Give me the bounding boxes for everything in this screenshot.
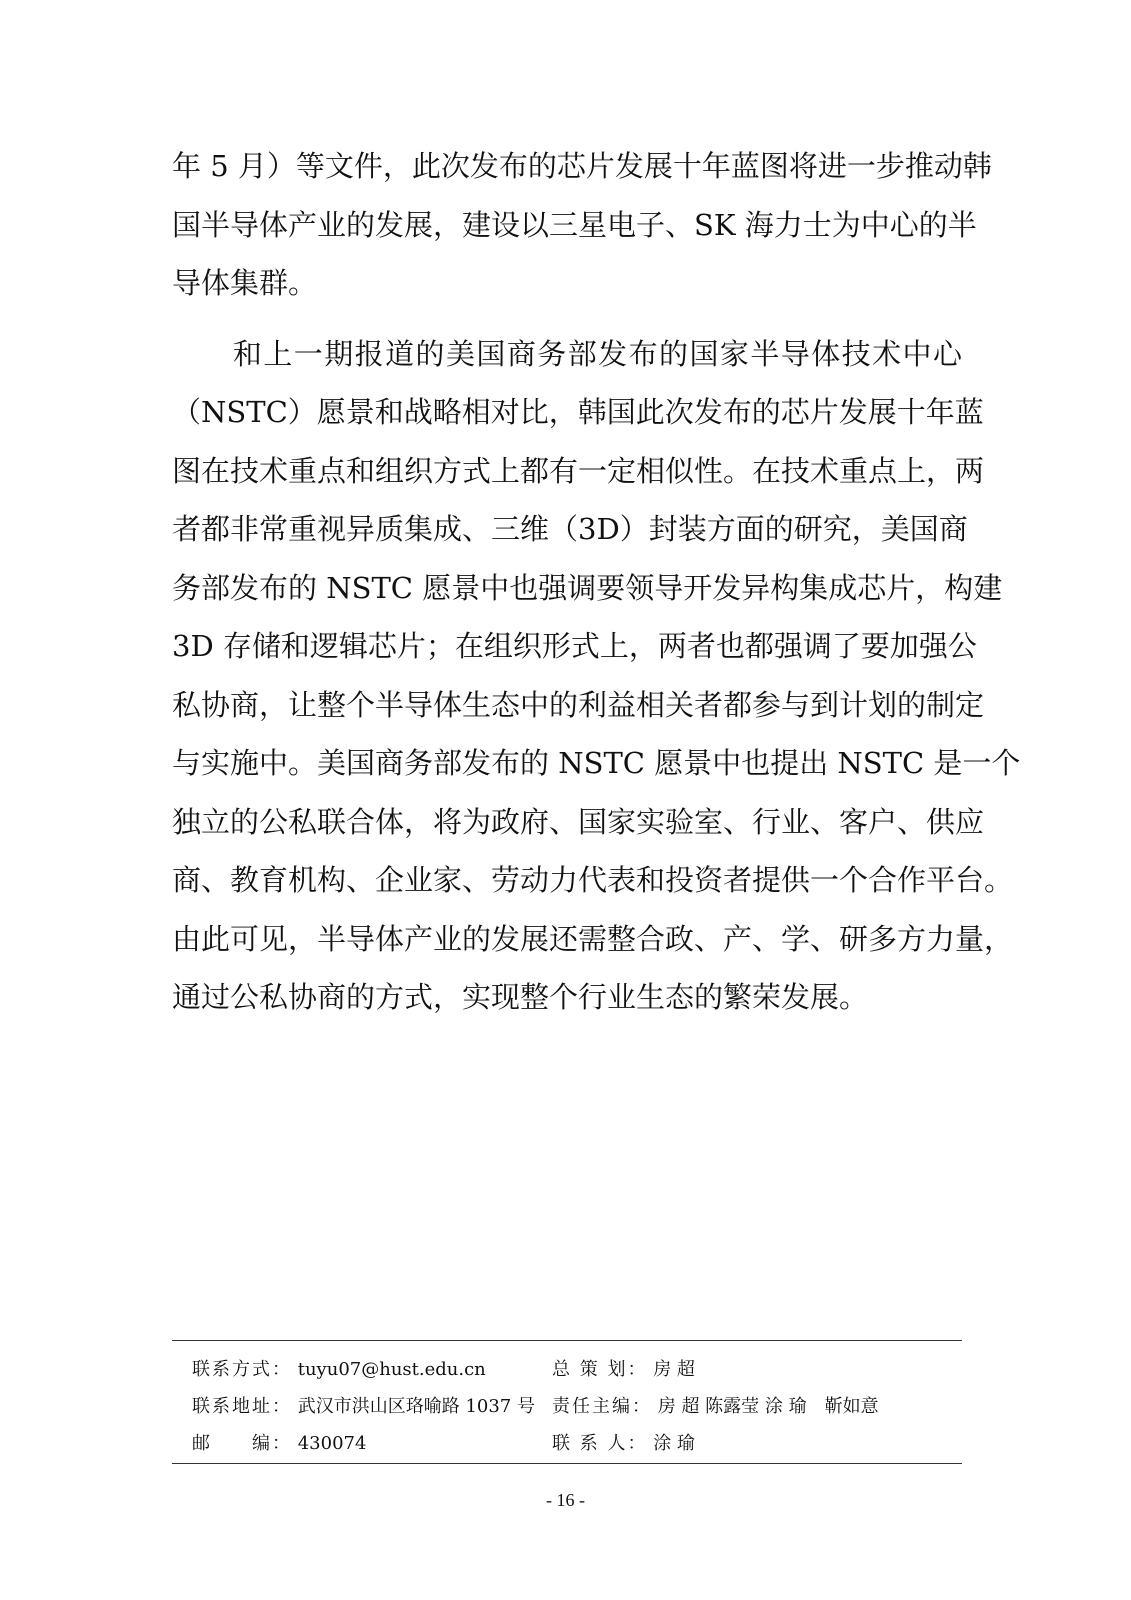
planner-label: 总 策 划： — [552, 1359, 648, 1380]
text-line: 独立的公私联合体，将为政府、国家实验室、行业、客户、供应 — [172, 804, 985, 839]
text-line: 商、教育机构、企业家、劳动力代表和投资者提供一个合作平台。 — [172, 863, 1014, 897]
editor-value: 房 超 陈露莹 涂 瑜 靳如意 — [657, 1396, 879, 1417]
contact-row — [192, 1357, 486, 1383]
address-value: 武汉市洪山区珞喻路 1037 号 — [297, 1396, 535, 1417]
liaison-value: 涂 瑜 — [653, 1433, 695, 1454]
text-line: 私协商，让整个半导体生态中的利益相关者都参与到计划的制定 — [172, 687, 985, 722]
postcode-value: 430074 — [297, 1433, 367, 1454]
text-line: 与实施中。美国商务部发布的 NSTC 愿景中也提出 NSTC 是一个 — [172, 746, 1021, 780]
text-line: 务部发布的 NSTC 愿景中也强调要领导开发异构集成芯片，构建 — [172, 570, 1003, 605]
text-line: 和上一期报道的美国商务部发布的国家半导体技术中心 — [172, 336, 962, 371]
planner-value: 房 超 — [653, 1359, 695, 1380]
text-line: （NSTC）愿景和战略相对比，韩国此次发布的芯片发展十年蓝 — [172, 395, 984, 429]
page-number: - 16 - — [546, 1490, 585, 1510]
postcode-row — [192, 1431, 366, 1457]
text-line: 国半导体产业的发展，建设以三星电子、SK 海力士为中心的半 — [172, 207, 977, 242]
planner-row — [552, 1357, 695, 1383]
body-text — [172, 137, 1021, 1027]
text-line: 3D 存储和逻辑芯片；在组织形式上，两者也都强调了要加强公 — [172, 629, 977, 663]
text-line: 年 5 月）等文件，此次发布的芯片发展十年蓝图将进一步推动韩 — [172, 149, 992, 183]
editor-label: 责任主编： — [552, 1396, 652, 1417]
liaison-row — [552, 1431, 695, 1457]
liaison-label: 联 系 人： — [552, 1433, 648, 1454]
contact-label: 联系方式： — [192, 1359, 292, 1380]
editor-row — [552, 1394, 879, 1420]
contact-email: tuyu07@hust.edu.cn — [297, 1359, 486, 1380]
contact-footer — [172, 1340, 962, 1464]
paragraph-gap — [172, 313, 962, 325]
text-line: 图在技术重点和组织方式上都有一定相似性。在技术重点上，两 — [172, 453, 985, 488]
address-row — [192, 1394, 535, 1420]
text-line: 由此可见，半导体产业的发展还需整合政、产、学、研多方力量， — [172, 921, 1014, 956]
text-line: 者都非常重视异质集成、三维（3D）封装方面的研究，美国商 — [172, 512, 968, 546]
text-line: 通过公私协商的方式，实现整个行业生态的繁荣发展。 — [172, 980, 869, 1014]
text-line: 导体集群。 — [172, 266, 318, 300]
address-label: 联系地址： — [192, 1396, 292, 1417]
postcode-label: 邮 编： — [192, 1433, 292, 1454]
